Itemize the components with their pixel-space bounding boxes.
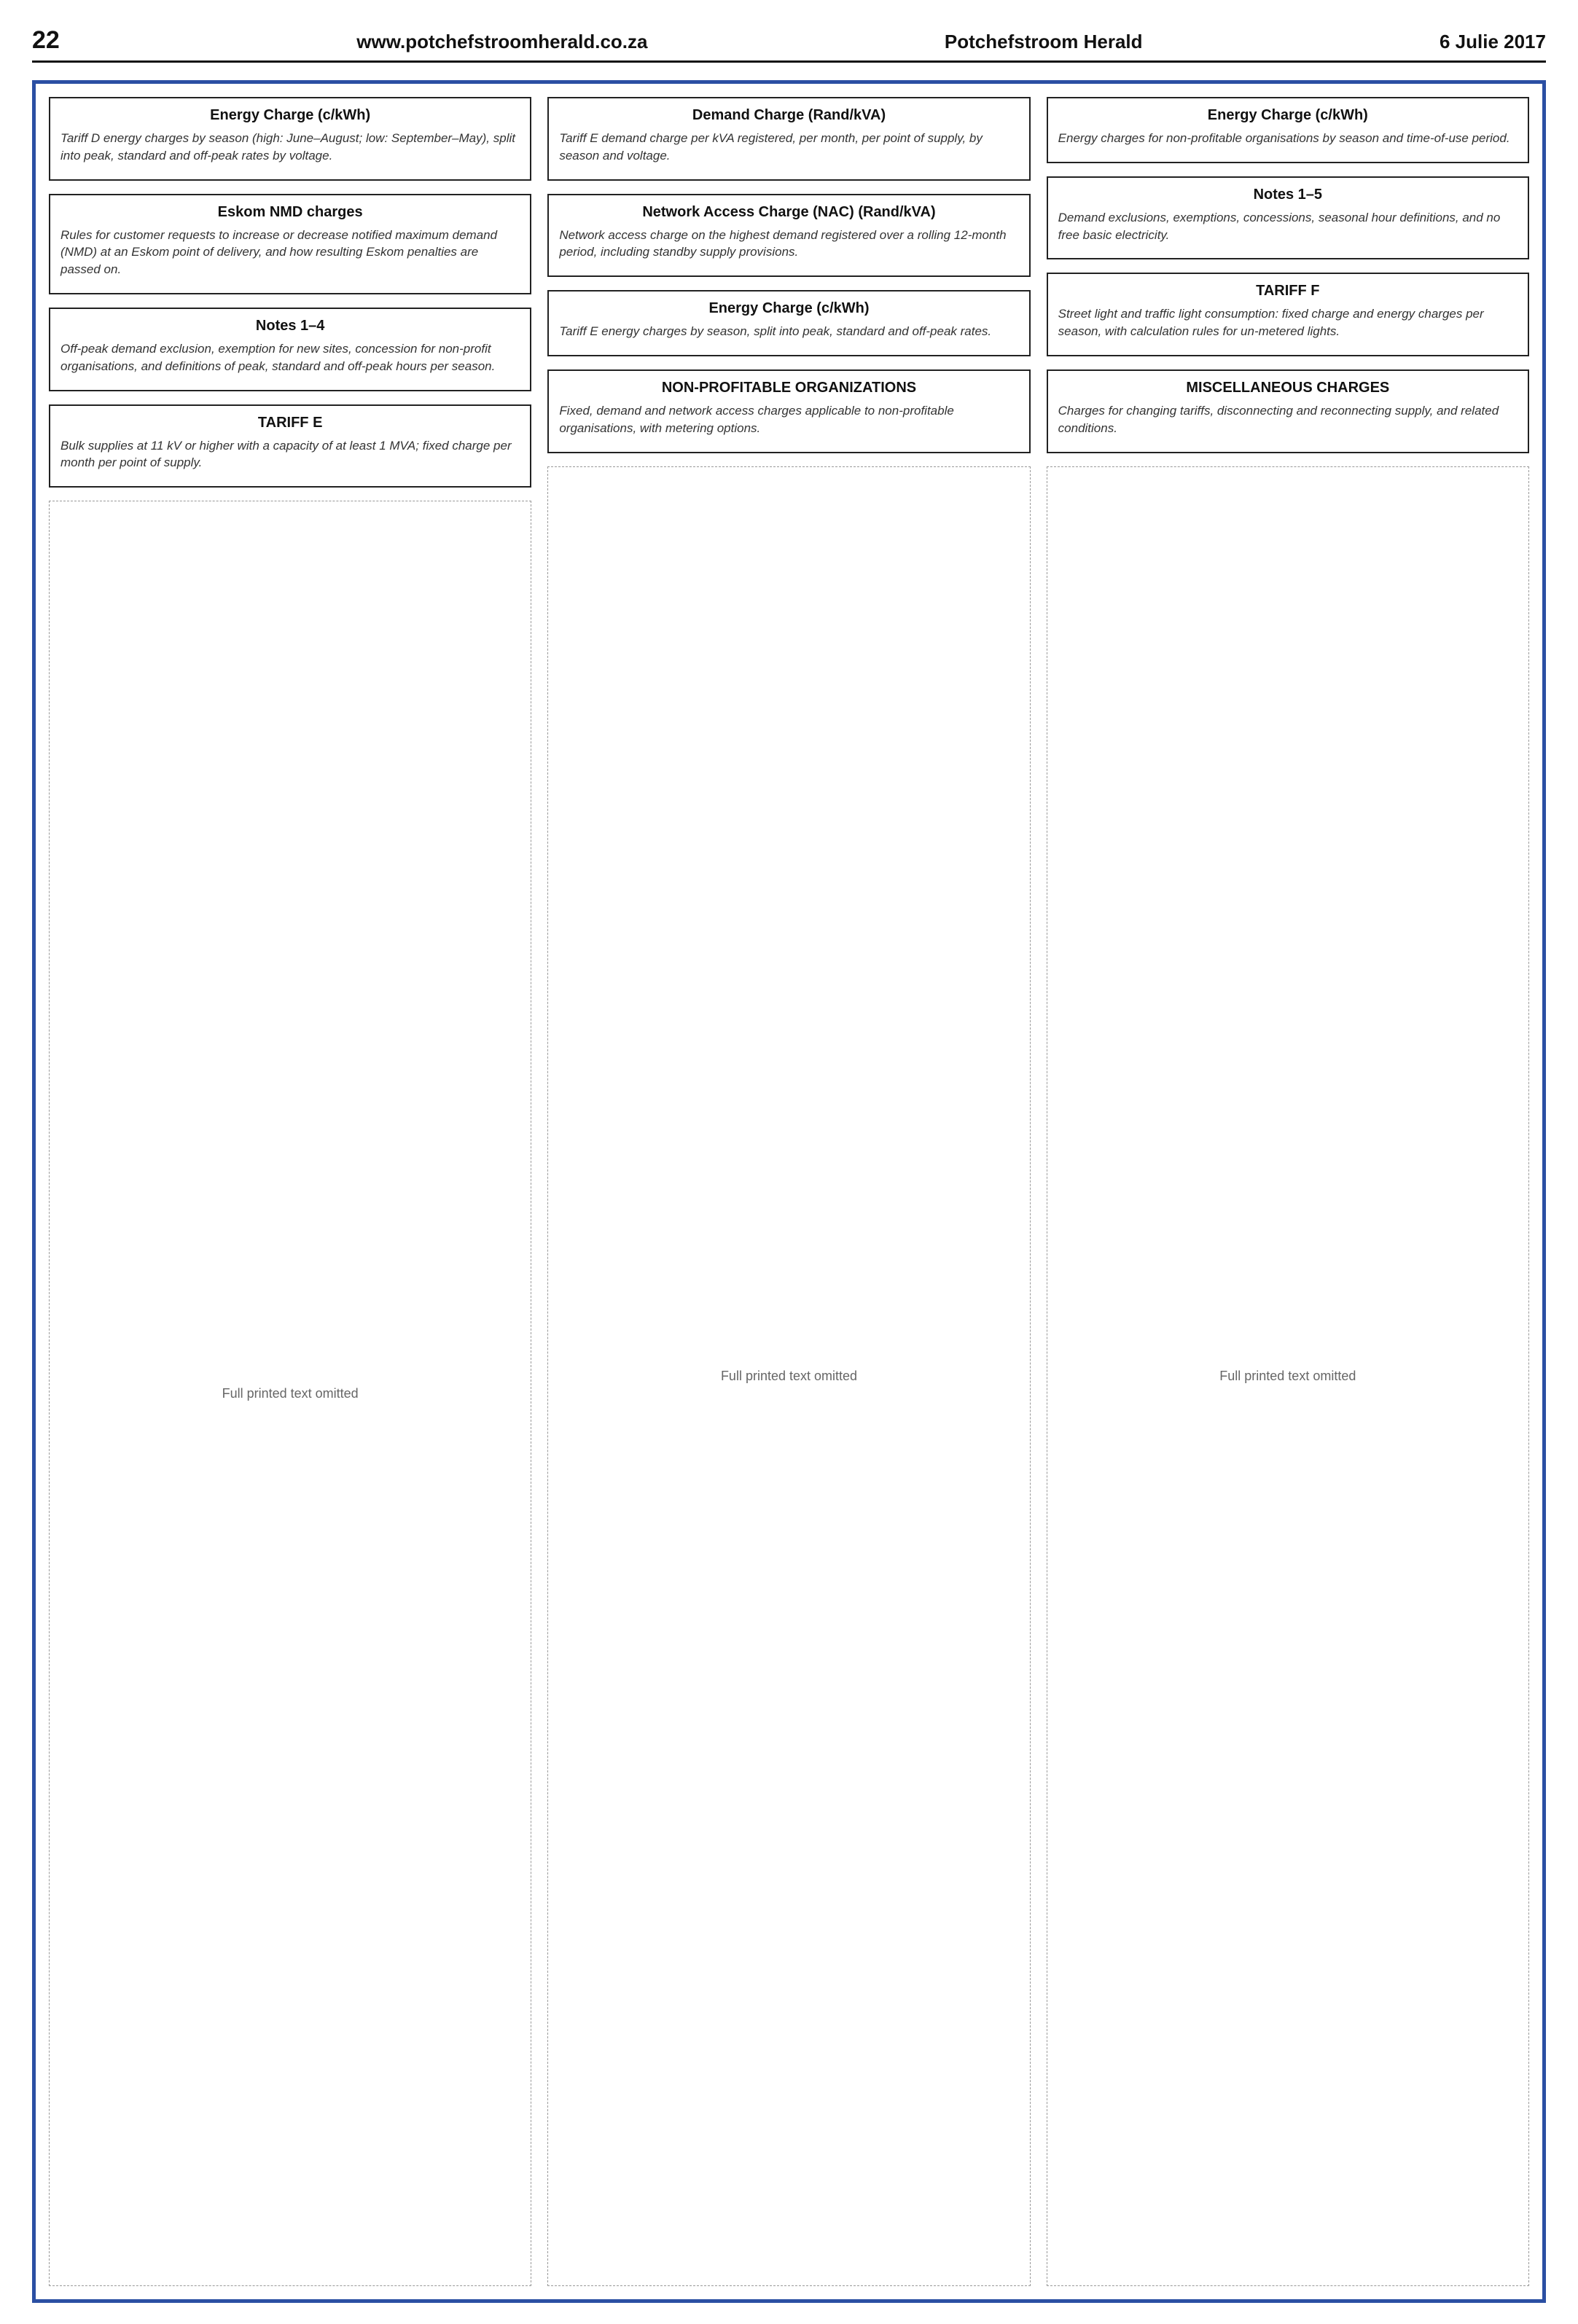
block-summary: Fixed, demand and network access charges applicable to non-profitable organisations, with metering options.: [559, 403, 954, 435]
block-heading: Network Access Charge (NAC) (Rand/kVA): [642, 203, 936, 220]
block: [547, 290, 1030, 356]
block-summary: Street light and traffic light consumption: fixed charge and energy charges per season, with calculation rules for un-metered lights.: [1058, 307, 1484, 339]
block-summary: Network access charge on the highest demand registered over a rolling 12-month period, including standby supply provisions.: [559, 227, 1007, 259]
block: [547, 97, 1030, 181]
column-1: [49, 97, 531, 2286]
block-summary: Energy charges for non-profitable organisations by season and time-of-use period.: [1058, 131, 1510, 145]
block: [1047, 369, 1529, 453]
block-heading: TARIFF E: [257, 414, 323, 431]
block: [49, 404, 531, 488]
block-summary: Tariff E demand charge per kVA registered, per month, per point of supply, by season and voltage.: [559, 131, 983, 163]
block-heading: Notes 1–5: [1253, 186, 1323, 203]
block: [49, 308, 531, 391]
omitted-text-notice: Full printed text omitted: [1047, 466, 1529, 2286]
omitted-text-notice: Full printed text omitted: [49, 501, 531, 2286]
block-heading: Notes 1–4: [255, 317, 325, 334]
block-heading: Energy Charge (c/kWh): [708, 300, 870, 317]
newspaper-name: Potchefstroom Herald: [944, 31, 1143, 52]
block: [1047, 273, 1529, 356]
block-summary: Charges for changing tariffs, disconnecting and reconnecting supply, and related conditions.: [1058, 403, 1499, 435]
page-number: 22: [32, 26, 60, 54]
tariff-notice-frame: [32, 80, 1546, 2303]
column-3: [1047, 97, 1529, 2286]
block-summary: Rules for customer requests to increase or decrease notified maximum demand (NMD) at an Eskom point of delivery, and how resulting Eskom penalties are passed on.: [60, 227, 498, 277]
block-summary: Demand exclusions, exemptions, concessions, seasonal hour definitions, and no free basic electricity.: [1058, 210, 1501, 242]
column-2: [547, 97, 1030, 2286]
block: [49, 194, 531, 294]
block-summary: Tariff D energy charges by season (high: June–August; low: September–May), split into peak, standard and off-peak rates by voltage.: [60, 131, 515, 163]
block-heading: NON-PROFITABLE ORGANIZATIONS: [661, 379, 917, 396]
issue-date: 6 Julie 2017: [1439, 31, 1546, 52]
masthead: [32, 26, 1546, 63]
block-heading: MISCELLANEOUS CHARGES: [1186, 379, 1390, 396]
website-url[interactable]: www.potchefstroomherald.co.za: [356, 31, 648, 52]
block: [547, 369, 1030, 453]
omitted-text-notice: Full printed text omitted: [547, 466, 1030, 2286]
block: [547, 194, 1030, 278]
block: [1047, 97, 1529, 163]
block: [49, 97, 531, 181]
block-summary: Off-peak demand exclusion, exemption for new sites, concession for non-profit organisations, and definitions of peak, standard and off-peak hours per season.: [60, 341, 496, 373]
block: [1047, 176, 1529, 260]
block-heading: Energy Charge (c/kWh): [1207, 107, 1368, 123]
block-heading: TARIFF F: [1256, 283, 1320, 300]
block-heading: Energy Charge (c/kWh): [210, 107, 371, 123]
block-summary: Bulk supplies at 11 kV or higher with a capacity of at least 1 MVA; fixed charge per month per point of supply.: [60, 438, 512, 470]
block-heading: Eskom NMD charges: [217, 203, 363, 220]
block-heading: Demand Charge (Rand/kVA): [692, 107, 886, 123]
block-summary: Tariff E energy charges by season, split into peak, standard and off-peak rates.: [559, 324, 992, 339]
